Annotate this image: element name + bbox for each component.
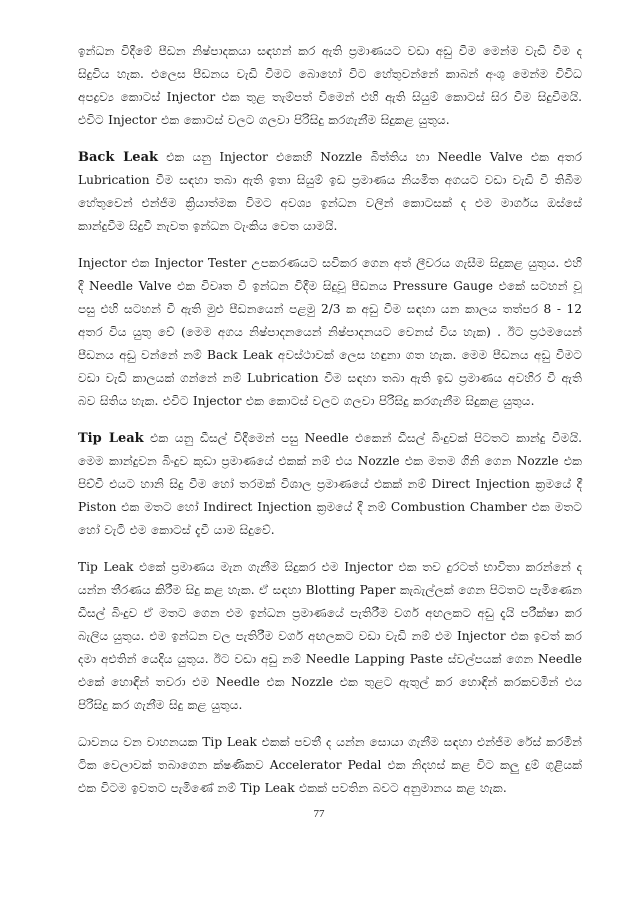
term-back-leak: Back Leak bbox=[78, 150, 159, 165]
paragraph-text: එක යනු Injector එකෙහි Nozzle බිත්තිය හා Needle Valve එක අතර Lubrication වීම සඳහා තබා ඇති ඉතා සියුම් ඉඩ ප්‍රමාණය නියමිත අගයට වඩා වැඩි වී තිබීම හේතුවෙන් එන්ජිම ක්‍රියාත්මක විමට අවශ්‍ය ඉන්ධන වලින් කොටසක් ද එම මාර්ගය ඔස්සේ කාන්දුවීම සිදුවී නැවත ඉන්ධන ටැංකිය වෙත යාමයි. bbox=[78, 150, 583, 233]
term-tip-leak: Tip Leak bbox=[78, 431, 144, 446]
paragraph-injector-tester bbox=[78, 252, 582, 413]
paragraph-injector-pressure bbox=[78, 40, 582, 132]
page-number: 77 bbox=[313, 808, 325, 820]
paragraph-text: එක යනු ඩීසල් විදීමෙන් පසු Needle එකෙන් ඩීසල් බිංදුවක් පිටතට කාන්දු වීමයි. මෙම කාන්දුවන බිංදුව කුඩා ප්‍රමාණයේ එකක් නම් එය Nozzle එක මතම ගිනි ගෙන Nozzle එක පිච්චී එයට හානි සිදු වීම හෝ තරමක් විශාල ප්‍රමාණයේ එකක් නම් Direct Injection ක්‍රමයේ දී Piston එක මතට හෝ Indirect Injection ක්‍රමයේ දී නම් Combustion Chamber එක මතට හෝ වැටී එම කොටස් දැවී යාම සිදුවේ. bbox=[78, 431, 582, 537]
paragraph-text: ඉන්ධන විදීමේ පීඩන නිෂ්පාදකයා සඳහන් කර ඇති ප්‍රමාණයට වඩා අඩු වීම මෙන්ම වැඩි වීම ද සිදුවිය හැක. එලෙස පීඩනය වැඩි වීමට බොහෝ විට හේතුවන්නේ කාබන් අංශු මෙන්ම විවිධ අපද්‍රව්‍ය කොටස් Injector එක තුළ තැම්පත් වීමෙන් එහි ඇති සියුම් කොටස් සිර වීම සිදුවීමයි. එවිට Injector එක කොටස් වලට ගලවා පිරිසිදු කරගැනීම සිදුකළ යුතුය. bbox=[78, 44, 582, 127]
paragraph-back-leak bbox=[78, 146, 582, 238]
paragraph-tip-leak-vehicle bbox=[78, 731, 582, 800]
paragraph-tip-leak-measurement bbox=[78, 556, 582, 717]
paragraph-tip-leak bbox=[78, 427, 582, 542]
paragraph-text: ධාවනය වන වාහනයක Tip Leak එකක් පවතී ද යන්න සොයා ගැනීම සඳහා එන්ජිම රේස් කරමින් ටික වෙලාවක් තබාගෙන ක්ෂණිකව Accelerator Pedal එක නිදහස් කළ විට කලු දුම් ගුළියක් එක විටම ඉවතට පැමිණේ නම් Tip Leak එකක් පවතින බවට අනුමානය කළ හැක. bbox=[78, 735, 582, 795]
paragraph-text: Tip Leak එකේ ප්‍රමාණය මැන ගැනීම සිදුකර එම Injector එක තව දුරටත් භාවිතා කරන්නේ ද යන්න තීරණය කිරීම සිදු කළ හැක. ඒ සඳහා Blotting Paper කැබැල්ලක් ගෙන පිටතට පැමිණෙන ඩීසල් බිංදුව ඒ මතට ගෙන එම ඉන්ධන ප්‍රමාණයේ පැතිරීම වර්ග අඟලකට අඩු දැයි පරීක්ෂා කර බැලිය යුතුය. එම ඉන්ධන වල පැතිරීම වර්ග අඟලකට වඩා වැඩි නම් එම Injector එක ඉවත් කර දමා අළුතින් යෙදිය යුතුය. ඊට වඩා අඩු නම් Needle Lapping Paste ස්වල්පයක් ගෙන Needle එකේ හොඳින් තවරා එම Needle එක Nozzle එක තුළට ඇතුල් කර හොඳින් කරකවමින් එය පිරිසිදු කර ගැනීම සිදු කළ යුතුය. bbox=[78, 560, 582, 712]
paragraph-text: Injector එක Injector Tester උපකරණයට සවිකර ගෙන අත් ලීවරය ගැසීම සිදුකළ යුතුය. එහි දී Needle Valve එක විවෘත වී ඉන්ධන විදීම සිදුවූ පීඩනය Pressure Gauge එකේ සටහන් වූ පසු එහි සටහන් වී ඇති මුළු පීඩනයෙන් පළමු 2/3 ක අඩු වීම සඳහා යන කාලය තත්පර 8 - 12 අතර විය යුතු වේ (මෙම අගය නිෂ්පාදනයෙන් නිෂ්පාදනයට වෙනස් විය හැක) . ඊට ප්‍රථමයෙන් පීඩනය අඩු වන්නේ නම් Back Leak අවස්ථාවක් ලෙස හඳුනා ගත හැක. මෙම පීඩනය අඩු වීමට වඩා වැඩි කාලයක් ගන්නේ නම් Lubrication වීම සඳහා තබා ඇති ඉඩ ප්‍රමාණය අවහිර වී ඇති බව සිතිය හැක. එවිට Injector එක කොටස් වලට ගලවා පිරිසිදු කරගැනීම සිදුකළ යුතුය. bbox=[78, 256, 582, 408]
